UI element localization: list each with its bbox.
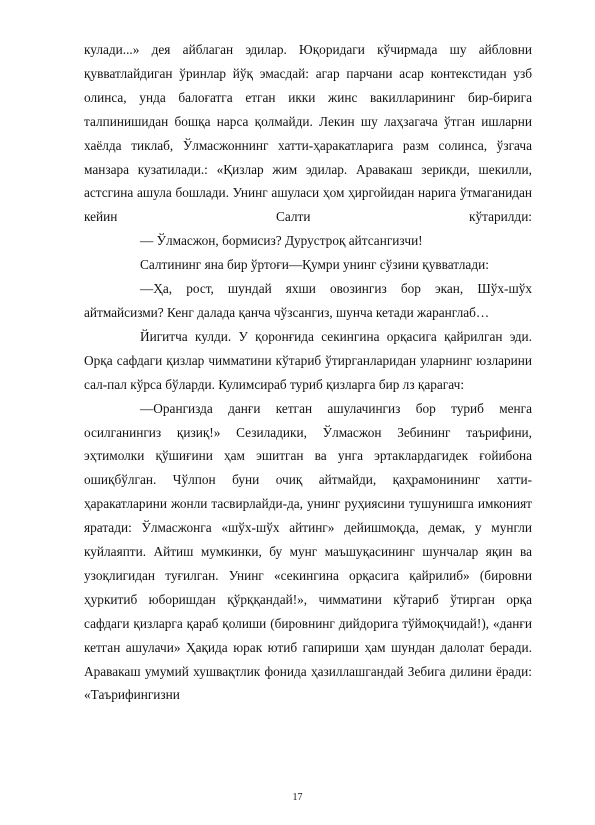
paragraph-opening: кулади...» дея айблаган эдилар. Юқоридаги кўчирмада шу айбловни қувватлайдиган ўринлар йўқ эмасдай: агар парчани асар контекстидан узб олинса, унда балоғатга етган икки жинс вакилларининг бир-бирига талпинишидан бошқа нарса қолмайди. Лекин шу лаҳзагача ўтган ишларни хаёлда тиклаб, Ўлмасжоннинг хатти-ҳаракатларига разм солинса, ўзгача манзара кузатилади.: «Қизлар жим эдилар. Аравакаш зерикди, шекилли, астсгина ашула бошлади. Унинг ашуласи ҳом ҳиргойидан нарига ўтмаганидан кейин Салти кўтарилди: <box>84 42 532 225</box>
paragraph-yigitcha: Йигитча кулди. У қоронғида секингина орқасига қайрилган эди. Орқа сафдаги қизлар чимматини кўтариб ўтирганларидан уларнинг юзларини сал-пал кўрса бўларди. Кулимсираб туриб қизларга бир лз қарагач: <box>84 328 532 392</box>
paragraph-dialogue-kumri: —Ҳа, рост, шундай яхши овозингиз бор экан, Шўх-шўх айтмайсизми? Кенг далада қанча чўзсангиз, шунча кетади жаранглаб… <box>84 281 532 320</box>
document-body <box>84 38 532 707</box>
paragraph-analysis: —Орангизда данғи кетган ашулачингиз бор туриб менга осилганингиз қизиқ!» Сезиладики, Ўлмасжон Зебининг таърифини, эҳтимолки қўшиғини ҳам эшитган ва унга эртаклардагидек ғойибона ошиқбўлган. Чўлпон буни очиқ айтмайди, қаҳрамонининг хатти-ҳаракатларини жонли тасвирлайди-да, унинг руҳиясини тушунишга имконият яратади: Ўлмасжонга «шўх-шўх айтинг» дейишмоқда, демак, у мунгли куйлаяпти. Айтиш мумкинки, бу мунг маъшуқасининг шунчалар яқин ва узоқлигидан туғилган. Унинг «секингина орқасига қайрилиб» (бировни ҳуркитиб юборишдан қўрққандай!», чимматини кўтариб ўтирган орқа сафдаги қизларга қараб қолиши (бировнинг дийдорига тўймоқчидай!), «данғи кетган ашулачи» Ҳақида юрак ютиб гапириши ҳам шундан далолат беради. Аравакаш умумий хушвақтлик фонида ҳазиллашгандай Зебига дилини ёради: «Таърифингизни <box>84 400 532 703</box>
paragraph-dialogue-salti: — Ўлмасжон, бормисиз? Дурустроқ айтсангизчи! <box>140 233 423 249</box>
paragraph-kumri: Салтининг яна бир ўртоғи—Қумри унинг сўзини қувватлади: <box>140 257 489 273</box>
page-number: 17 <box>292 792 303 803</box>
